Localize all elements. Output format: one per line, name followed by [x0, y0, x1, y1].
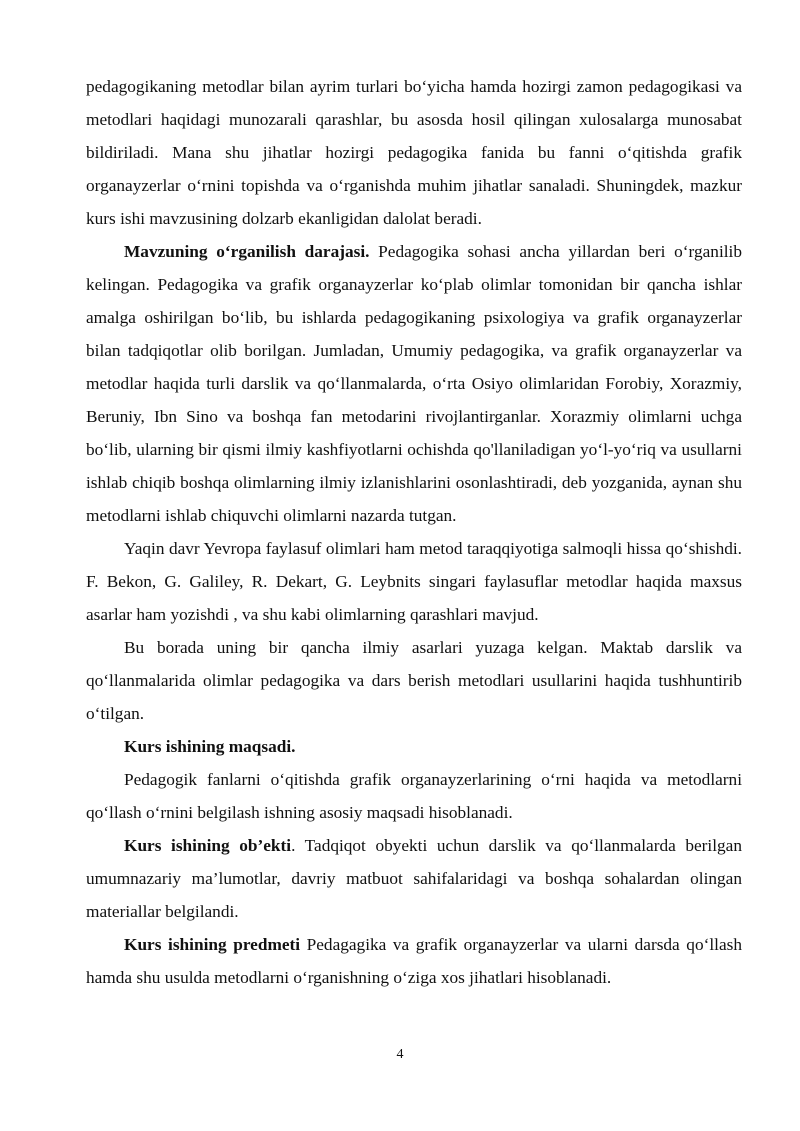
paragraph-intro-continuation: pedagogikaning metodlar bilan ayrim turlari bo‘yicha hamda hozirgi zamon pedagogikasi va metodlari haqidagi munozarali qarashlar, bu asosda hosil qilingan xulosalarga munosabat bildiriladi. Mana shu jihatlar hozirgi pedagogika fanida bu fanni o‘qitishda grafik organayzerlar o‘rnini topishda va o‘rganishda muhim jihatlar sanaladi. Shuningdek, mazkur kurs ishi mavzusining dolzarb ekanligidan dalolat beradi. [86, 77, 742, 228]
heading-study-degree: Mavzuning o‘rganilish darajasi. [124, 242, 370, 261]
paragraph-scientific-works: Bu borada uning bir qancha ilmiy asarlari yuzaga kelgan. Maktab darslik va qo‘llanmalarida olimlar pedagogika va dars berish metodlari usullarini haqida tushhuntirib o‘tilgan. [86, 638, 742, 723]
paragraph-study-degree: Mavzuning o‘rganilish darajasi. Pedagogika sohasi ancha yillardan beri o‘rganilib kelingan. Pedagogika va grafik organayzerlar ko‘plab olimlar tomonidan bir qancha ishlar amalga oshirilgan bo‘lib, bu ishlarda pedagogikaning psixologiya va grafik organayzerlar bilan tadqiqotlar olib borilgan. Jumladan, Umumiy pedagogika, va grafik organayzerlar va metodlar haqida turli darslik va qo‘llanmalarda, o‘rta Osiyo olimlaridan Forobiy, Xorazmiy, Beruniy, Ibn Sino va boshqa fan metodarini rivojlantirganlar. Xorazmiy olimlarni uchga bo‘lib, ularning bir qismi ilmiy kashfiyotlarni ochishda qo'llaniladigan yo‘l-yo‘riq va usullarni ishlab chiqib boshqa olimlarning ilmiy izlanishlarini osonlashtiradi, deb yozganida, aynan shu metodlarni ishlab chiquvchi olimlarni nazarda tutgan. [86, 242, 742, 525]
paragraph-course-goal: Pedagogik fanlarni o‘qitishda grafik organayzerlarining o‘rni haqida va metodlarni qo‘llash o‘rnini belgilash ishning asosiy maqsadi hisoblanadi. [86, 770, 742, 822]
paragraph-european-philosophers: Yaqin davr Yevropa faylasuf olimlari ham metod taraqqiyotiga salmoqli hissa qo‘shishdi. F. Bekon, G. Galiley, R. Dekart, G. Leybnits singari faylasuflar metodlar haqida maxsus asarlar ham yozishdi , va shu kabi olimlarning qarashlari mavjud. [86, 539, 742, 624]
paragraph-course-object: Kurs ishining ob’ekti. Tadqiqot obyekti uchun darslik va qo‘llanmalarda berilgan umumnazariy ma’lumotlar, davriy matbuot sahifalaridagi va boshqa sohalardan olingan materiallar belgilandi. [86, 836, 742, 921]
heading-course-goal: Kurs ishining maqsadi. [124, 737, 296, 756]
heading-course-subject: Kurs ishining predmeti [124, 935, 301, 954]
heading-course-object: Kurs ishining ob’ekti [124, 836, 292, 855]
document-page [86, 70, 742, 994]
paragraph-course-subject: Kurs ishining predmeti Pedagagika va grafik organayzerlar va ularni darsda qo‘llash hamda shu usulda metodlarni o‘rganishning o‘ziga xos jihatlari hisoblanadi. [86, 935, 742, 987]
page-number: 4 [396, 1047, 404, 1062]
